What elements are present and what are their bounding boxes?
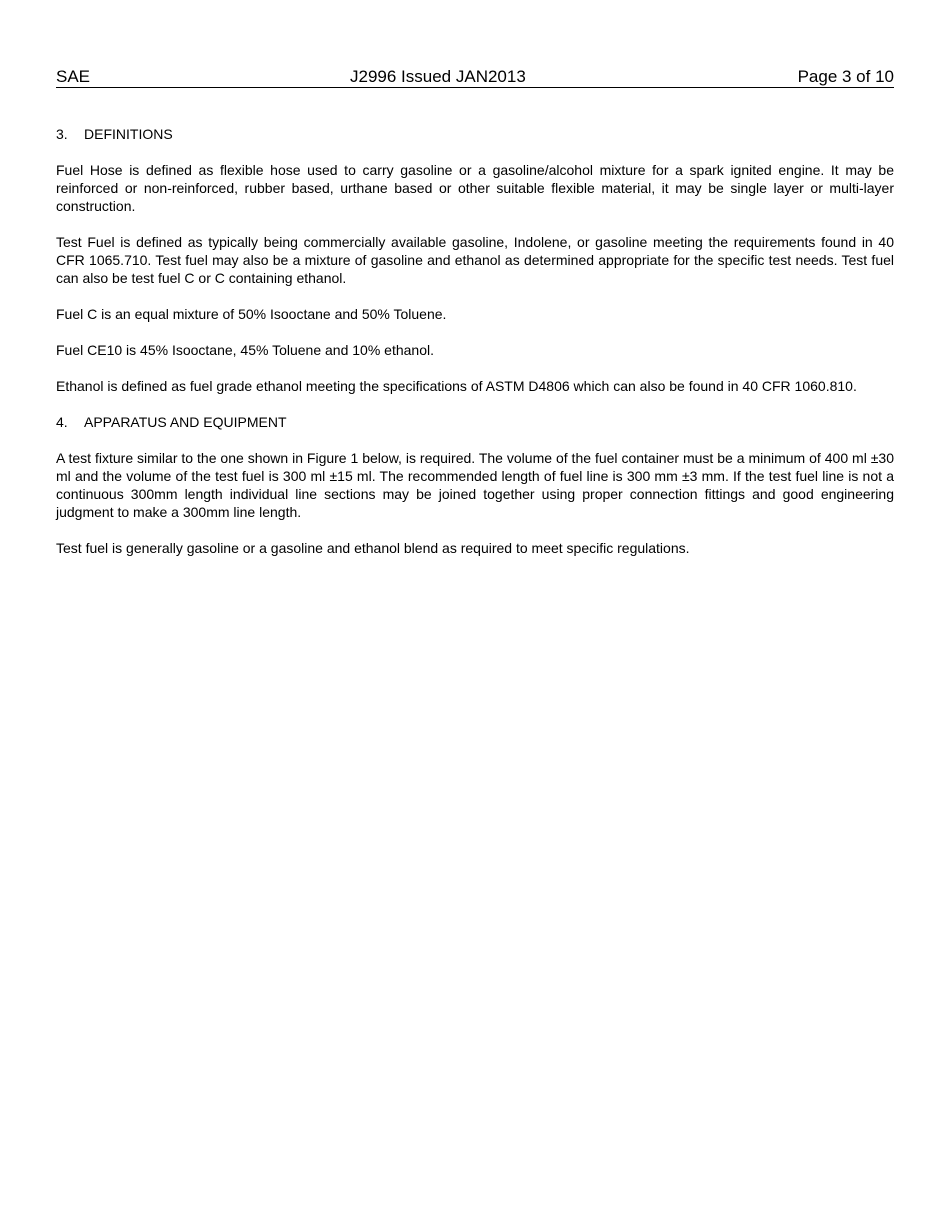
header-doc-id: J2996 Issued JAN2013 — [350, 67, 526, 86]
header-page-number: Page 3 of 10 — [797, 67, 894, 86]
page-header — [56, 66, 894, 88]
apparatus-test-fuel-paragraph: Test fuel is generally gasoline or a gasoline and ethanol blend as required to meet specific regulations. — [56, 540, 690, 556]
section-4-title: APPARATUS AND EQUIPMENT — [84, 414, 287, 430]
section-3-heading — [56, 125, 894, 143]
definition-ethanol: Ethanol is defined as fuel grade ethanol meeting the specifications of ASTM D4806 which can also be found in 40 CFR 1060.810. — [56, 378, 857, 394]
definition-fuel-c: Fuel C is an equal mixture of 50% Isooctane and 50% Toluene. — [56, 306, 447, 322]
apparatus-test-fixture-paragraph: A test fixture similar to the one shown in Figure 1 below, is required. The volume of the fuel container must be a minimum of 400 ml ±30 ml and the volume of the test fuel is 300 ml ±15 ml. The recommended length of fuel line is 300 mm ±3 mm. If the test fuel line is not a continuous 300mm length individual line sections may be joined together using proper connection fittings and good engineering judgment to make a 300mm line length. — [56, 450, 894, 520]
section-4-number: 4. — [56, 414, 68, 430]
definition-test-fuel: Test Fuel is defined as typically being commercially available gasoline, Indolene, or gasoline meeting the requirements found in 40 CFR 1065.710. Test fuel may also be a mixture of gasoline and ethanol as determined appropriate for the specific test needs. Test fuel can also be test fuel C or C containing ethanol. — [56, 234, 894, 286]
page-body — [56, 125, 894, 557]
definition-fuel-ce10: Fuel CE10 is 45% Isooctane, 45% Toluene and 10% ethanol. — [56, 342, 434, 358]
header-org: SAE — [56, 67, 91, 86]
section-3-title: DEFINITIONS — [84, 126, 173, 142]
section-4-heading — [56, 413, 894, 431]
definition-fuel-hose: Fuel Hose is defined as flexible hose used to carry gasoline or a gasoline/alcohol mixture for a spark ignited engine. It may be reinforced or non-reinforced, rubber based, urthane based or other suitable flexible material, it may be single layer or multi-layer construction. — [56, 162, 894, 214]
section-3-number: 3. — [56, 126, 68, 142]
